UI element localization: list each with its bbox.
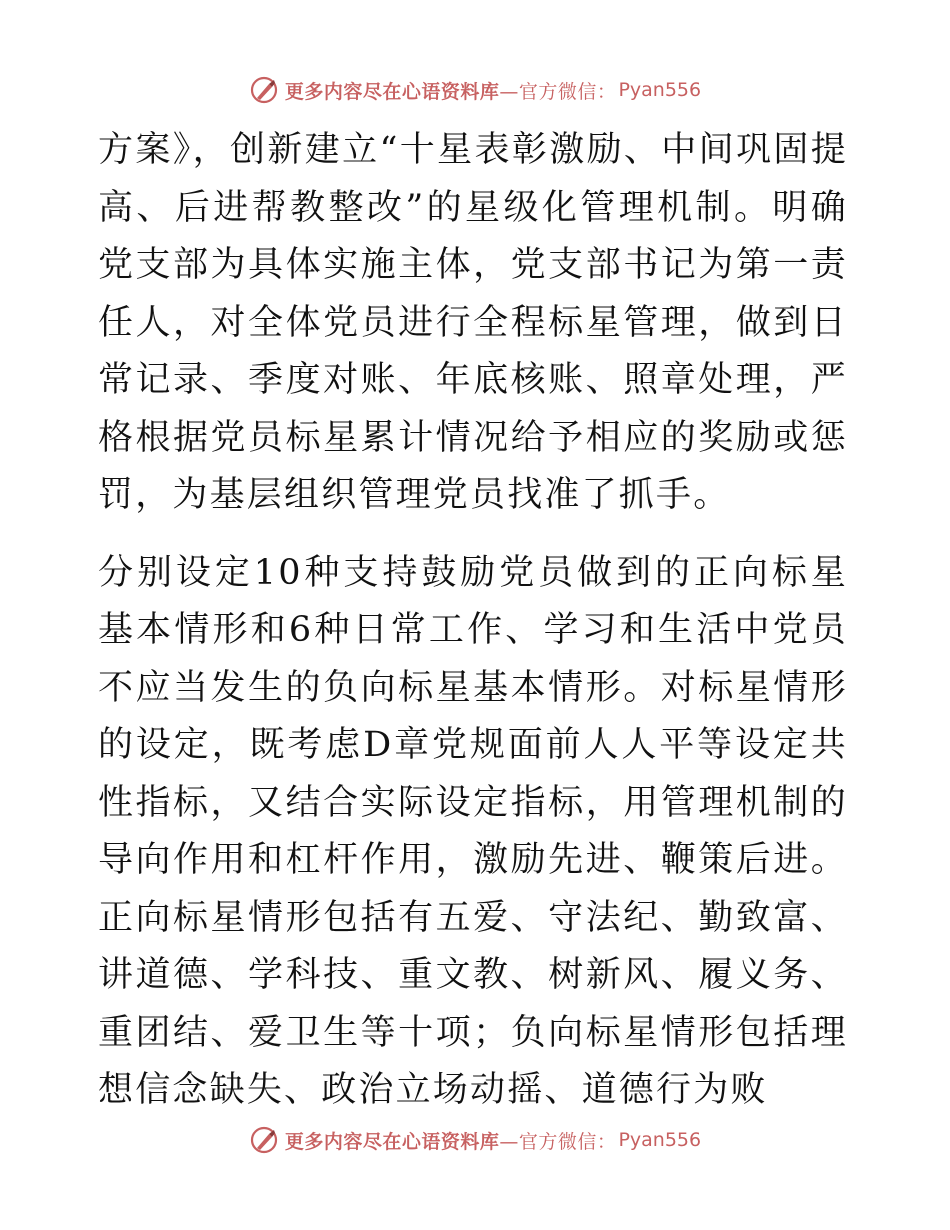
paragraph-2: 分别设定10种支持鼓励党员做到的正向标星基本情形和6种日常工作、学习和生活中党员不应当发生的负向标星基本情形。对标星情形的设定，既考虑D章党规面前人人平等设定共性指标，又结合实际设定指标，用管理机制的导向作用和杠杆作用，激励先进、鞭策后进。正向标星情形包括有五爱、守法纪、勤致富、讲道德、学科技、重文教、树新风、履义务、重团结、爱卫生等十项；负向标星情形包括理想信念缺失、政治立场动摇、道德行为败 <box>98 552 848 1110</box>
wechat-label: —官方微信： <box>499 1130 617 1153</box>
wechat-handle: Pyan556 <box>618 1129 702 1151</box>
site-name: 更多内容尽在心语资料库 <box>284 80 500 103</box>
quill-logo-icon <box>249 1125 279 1155</box>
paragraph-1: 方案》，创新建立“十星表彰激励、中间巩固提高、后进帮教整改”的星级化管理机制。明确党支部为具体实施主体，党支部书记为第一责任人，对全体党员进行全程标星管理，做到日常记录、季度对账、年底核账、照章处理，严格根据党员标星累计情况给予相应的奖励或惩罚，为基层组织管理党员找准了抓手。 <box>98 130 848 515</box>
site-name: 更多内容尽在心语资料库 <box>284 1130 500 1153</box>
header-banner <box>0 72 950 108</box>
wechat-handle: Pyan556 <box>618 79 702 101</box>
quill-logo-icon <box>249 75 279 105</box>
footer-banner <box>0 1122 950 1158</box>
document-body <box>98 122 848 1120</box>
wechat-label: —官方微信： <box>499 80 617 103</box>
